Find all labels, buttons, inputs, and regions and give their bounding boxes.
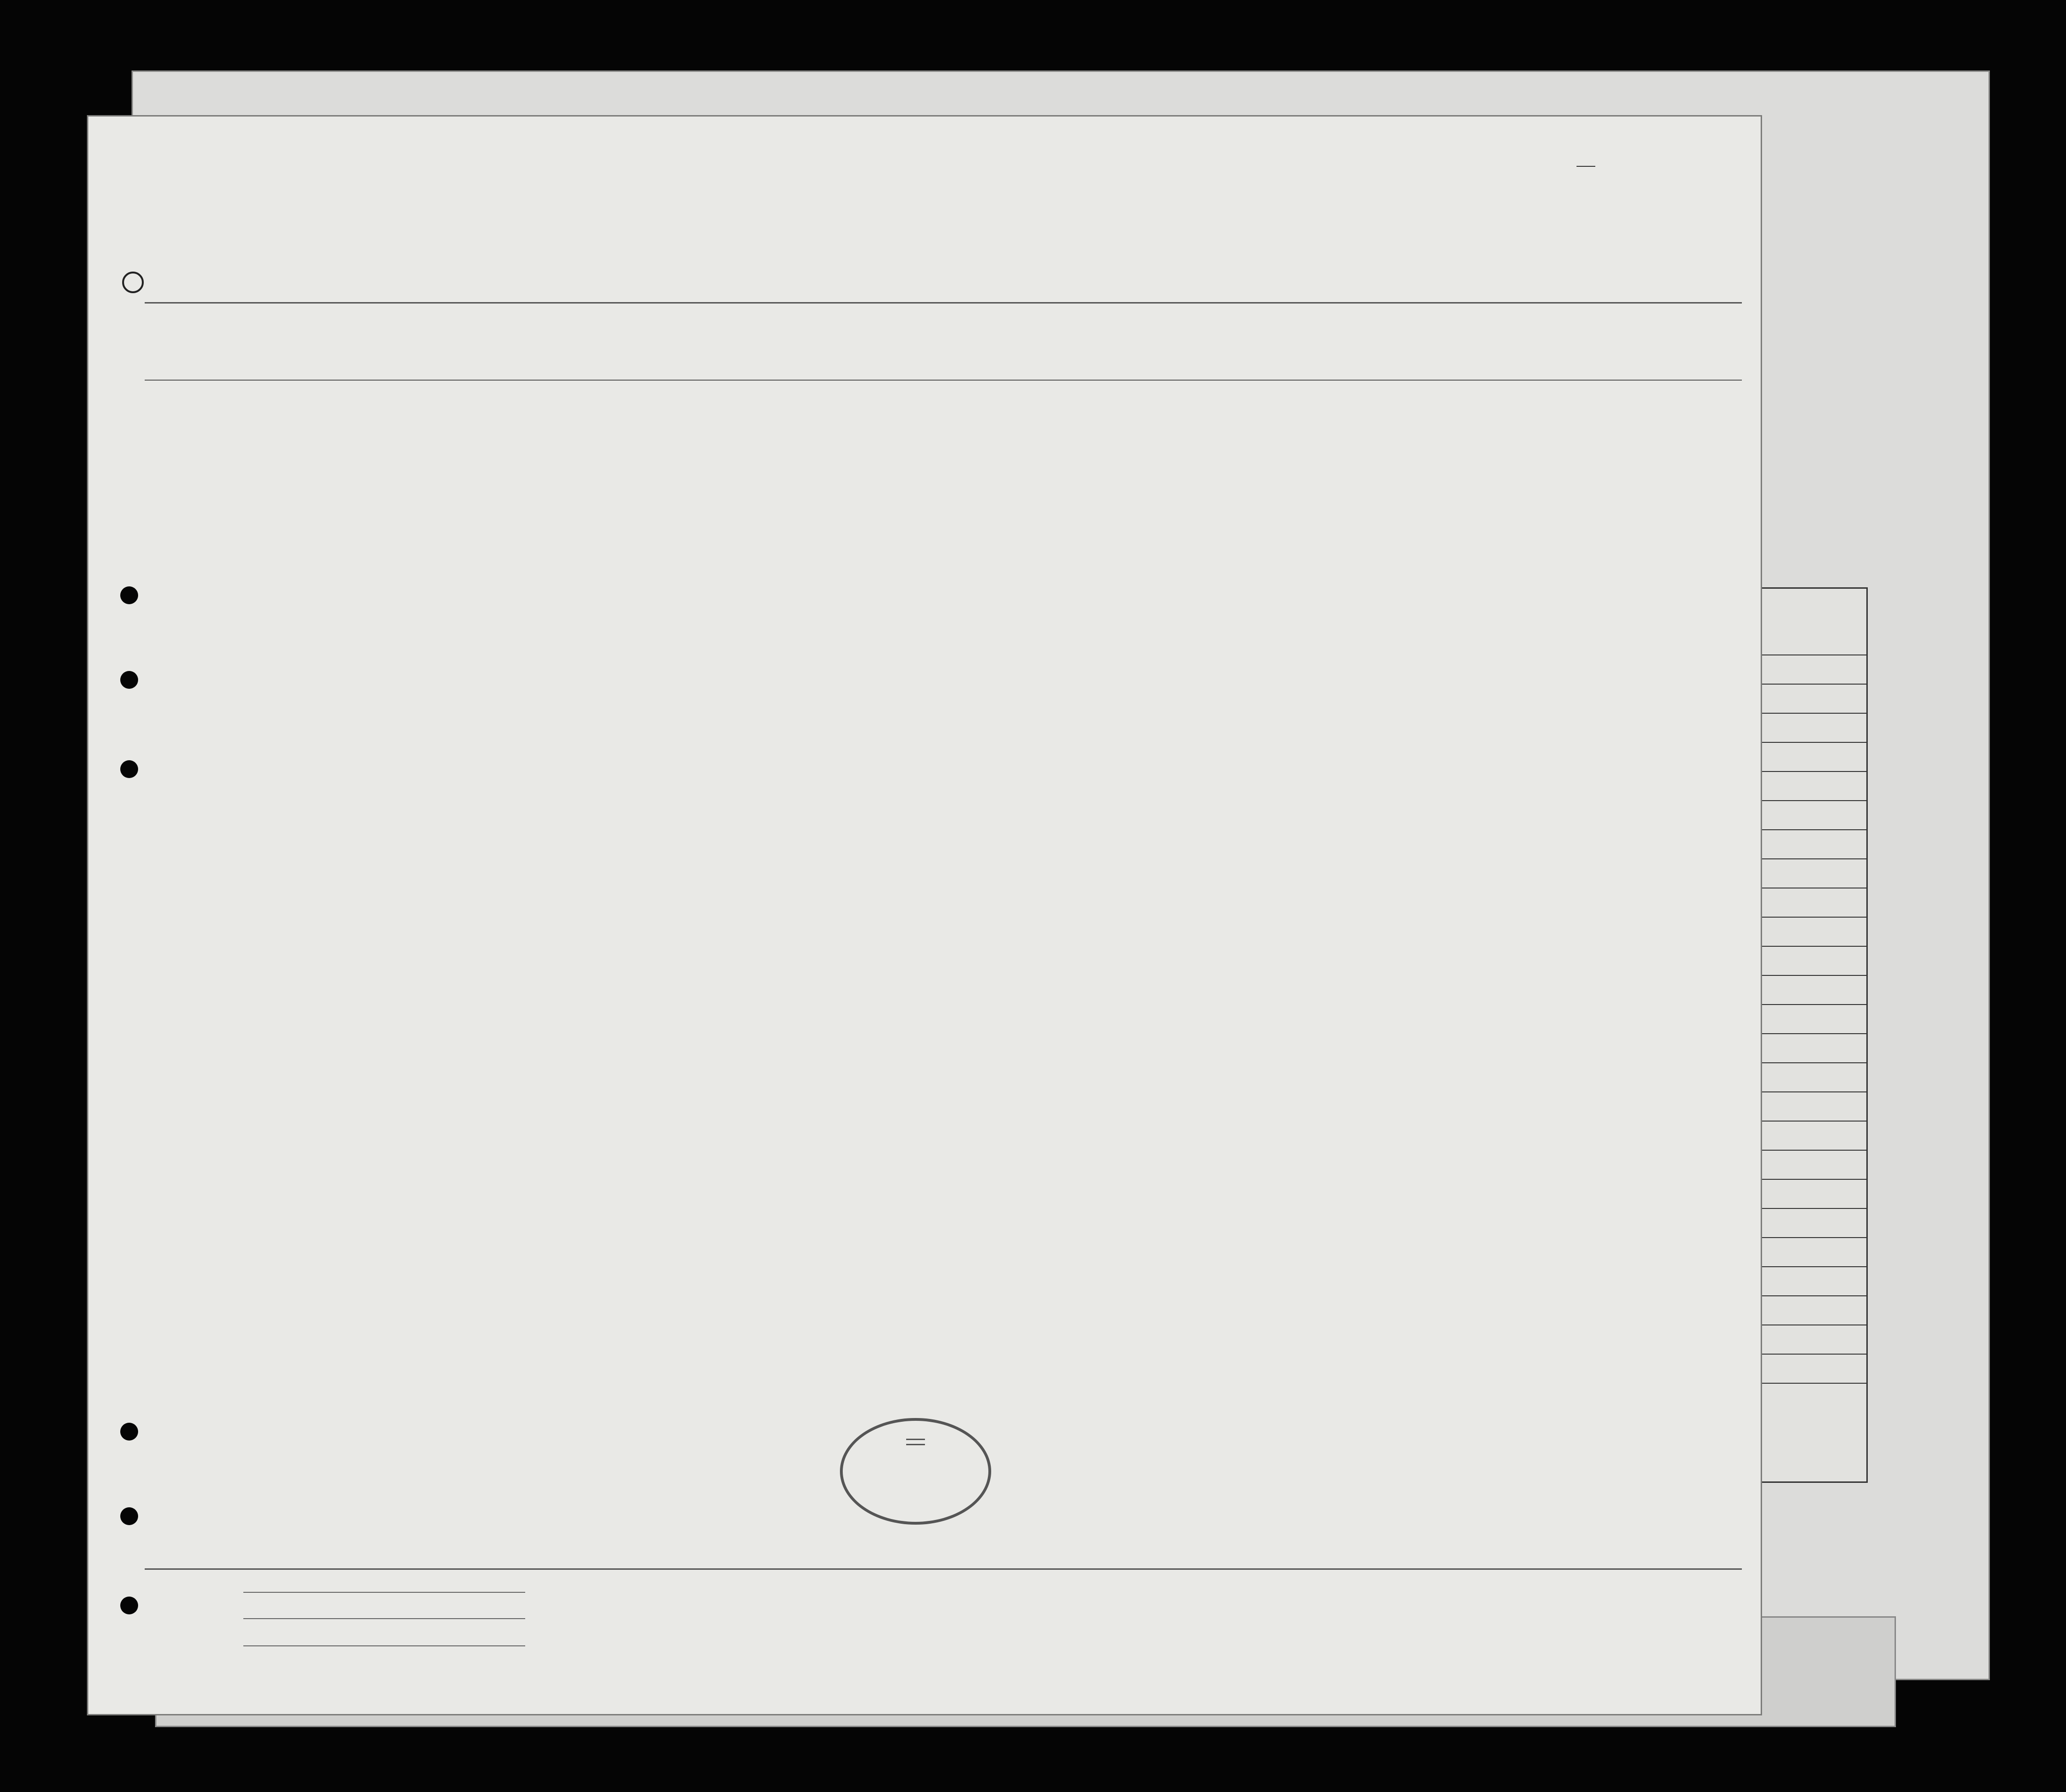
punch-hole xyxy=(120,1597,138,1614)
punch-hole xyxy=(120,671,138,689)
punch-hole xyxy=(120,1423,138,1441)
col17-note xyxy=(1559,365,1662,376)
sheet-number xyxy=(1568,152,1595,166)
stamp-date xyxy=(906,1439,925,1445)
punch-hole xyxy=(120,1507,138,1525)
office-stamp xyxy=(840,1418,991,1525)
sheet-number-value xyxy=(1577,152,1595,167)
punch-hole xyxy=(120,760,138,778)
punch-hole xyxy=(120,586,138,604)
punch-hole xyxy=(122,272,144,293)
manifest-sheet xyxy=(87,115,1762,1715)
